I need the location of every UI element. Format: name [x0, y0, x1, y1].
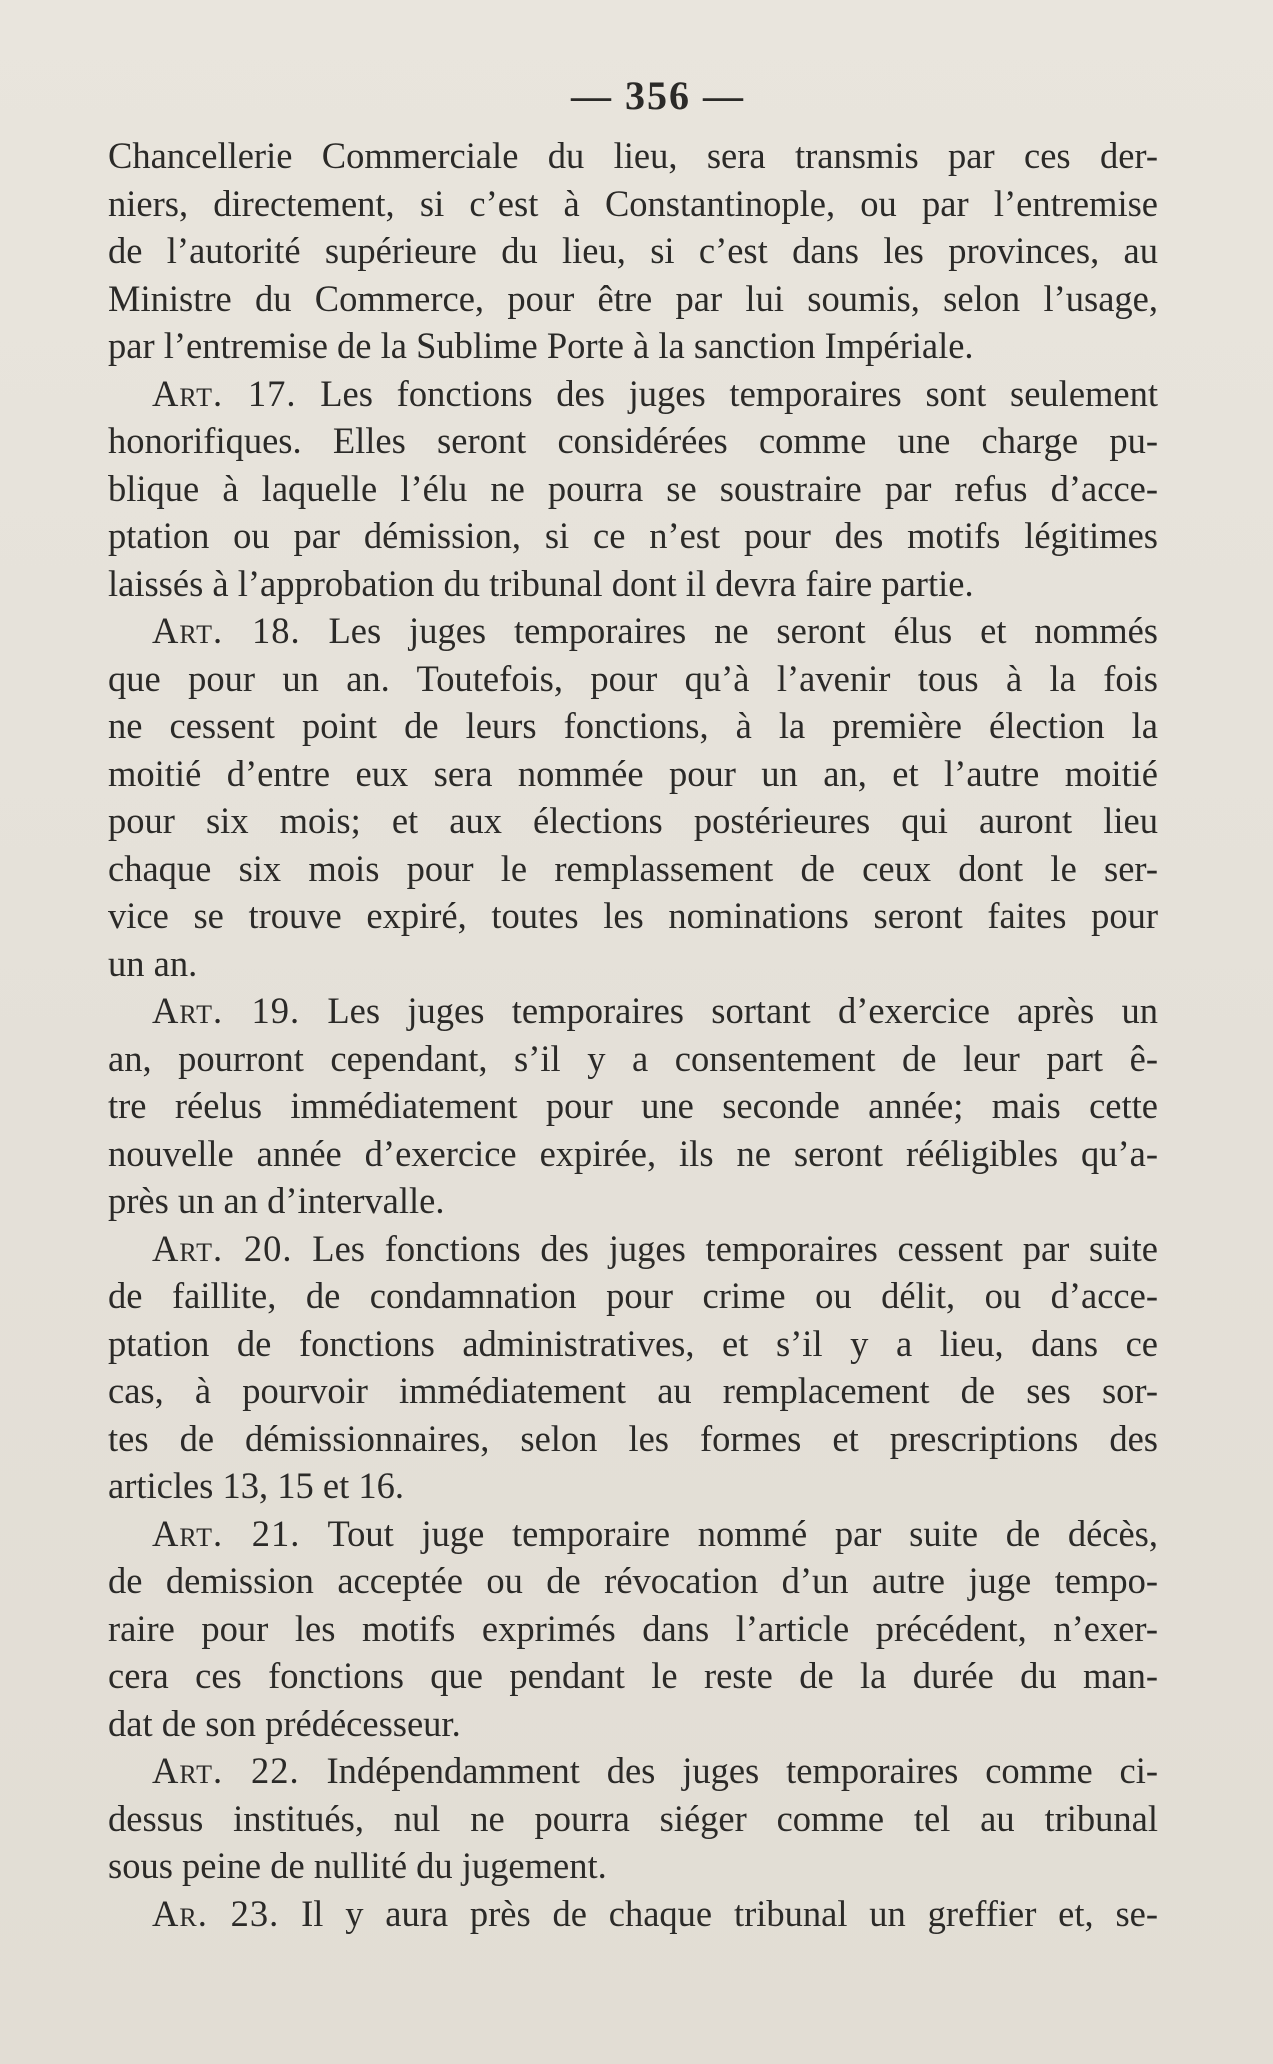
article-19	[108, 987, 1158, 1225]
article-23	[108, 1890, 1158, 1938]
text-line: an, pourront cependant, s’il y a consentement de leur part ê-	[108, 1037, 1158, 1079]
text-line: dessus institués, nul ne pourra siéger comme tel au tribunal	[108, 1797, 1158, 1839]
article-label: Art. 22.	[152, 1750, 300, 1791]
article-20	[108, 1225, 1158, 1510]
text-line: tre réelus immédiatement pour une seconde année; mais cette	[108, 1085, 1158, 1126]
page-text-block	[108, 60, 1158, 1937]
text-line: par l’entremise de la Sublime Porte à la sanction Impériale.	[108, 325, 974, 366]
article-label: Art. 18.	[152, 610, 301, 651]
article-first-line	[108, 987, 1158, 1035]
text-line: dat de son prédécesseur.	[108, 1702, 461, 1744]
article-first-line	[108, 370, 1158, 418]
article-first-line	[108, 1890, 1158, 1938]
text-line: près un an d’intervalle.	[108, 1180, 445, 1221]
text-line: nouvelle année d’exercice expirée, ils ne seront rééligibles qu’a-	[108, 1132, 1158, 1174]
text-line: de l’autorité supérieure du lieu, si c’est dans les provinces, au	[108, 230, 1158, 271]
article-18	[108, 607, 1158, 987]
text-line: ptation ou par démission, si ce n’est pour des motifs légitimes	[108, 515, 1158, 556]
article-first-line	[108, 1225, 1158, 1273]
text-span: Il y aura près de chaque tribunal un greffier et, se-	[301, 1892, 1158, 1934]
text-line: ne cessent point de leurs fonctions, à la première élection la	[108, 705, 1158, 746]
article-first-line	[108, 1747, 1158, 1795]
page-number: — 356 —	[571, 73, 745, 118]
article-first-line	[108, 607, 1158, 655]
text-line: vice se trouve expiré, toutes les nominations seront faites pour	[108, 895, 1158, 936]
text-line: cera ces fonctions que pendant le reste de la durée du man-	[108, 1655, 1158, 1696]
text-line: ptation de fonctions administratives, et s’il y a lieu, dans ce	[108, 1322, 1158, 1364]
text-line: articles 13, 15 et 16.	[108, 1465, 404, 1506]
text-line: chaque six mois pour le remplassement de ceux dont le ser-	[108, 847, 1158, 889]
article-21	[108, 1510, 1158, 1748]
article-22	[108, 1747, 1158, 1890]
text-line: honorifiques. Elles seront considérées comme une charge pu-	[108, 420, 1158, 461]
text-span: Indépendamment des juges temporaires comme ci-	[326, 1750, 1159, 1791]
text-line: que pour un an. Toutefois, pour qu’à l’avenir tous à la fois	[108, 657, 1158, 699]
article-label: Art. 21.	[152, 1512, 301, 1554]
text-line: de faillite, de condamnation pour crime ou délit, ou d’acce-	[108, 1275, 1158, 1316]
text-line: cas, à pourvoir immédiatement au remplacement de ses sor-	[108, 1370, 1158, 1411]
text-span: Les fonctions des juges temporaires sont seulement	[320, 372, 1158, 414]
text-line: Ministre du Commerce, pour être par lui soumis, selon l’usage,	[108, 277, 1158, 319]
article-label: Art. 17.	[152, 372, 297, 414]
text-line: de demission acceptée ou de révocation d’un autre juge tempo-	[108, 1560, 1158, 1601]
article-label: Art. 19.	[152, 990, 301, 1031]
text-line: Chancellerie Commerciale du lieu, sera transmis par ces der-	[108, 135, 1158, 176]
article-label: Ar. 23.	[152, 1892, 280, 1934]
article-label: Art. 20.	[152, 1227, 293, 1269]
text-line: raire pour les motifs exprimés dans l’article précédent, n’exer-	[108, 1607, 1158, 1649]
paragraph-continuation	[108, 132, 1158, 370]
text-span: Les juges temporaires ne seront élus et nommés	[328, 610, 1158, 651]
text-line: tes de démissionnaires, selon les formes et prescriptions des	[108, 1417, 1158, 1459]
text-span: Les juges temporaires sortant d’exercice après un	[327, 990, 1158, 1031]
text-line: niers, directement, si c’est à Constantinople, ou par l’entremise	[108, 182, 1158, 224]
text-line: moitié d’entre eux sera nommée pour un an, et l’autre moitié	[108, 752, 1158, 794]
text-line: blique à laquelle l’élu ne pourra se soustraire par refus d’acce-	[108, 467, 1158, 509]
text-line: un an.	[108, 942, 198, 984]
text-span: Les fonctions des juges temporaires cessent par suite	[312, 1227, 1158, 1269]
article-first-line	[108, 1510, 1158, 1558]
text-span: Tout juge temporaire nommé par suite de décès,	[327, 1512, 1158, 1554]
article-17	[108, 370, 1158, 608]
text-line: sous peine de nullité du jugement.	[108, 1845, 607, 1886]
text-line: laissés à l’approbation du tribunal dont il devra faire partie.	[108, 562, 974, 604]
text-line: pour six mois; et aux élections postérieures qui auront lieu	[108, 800, 1158, 841]
